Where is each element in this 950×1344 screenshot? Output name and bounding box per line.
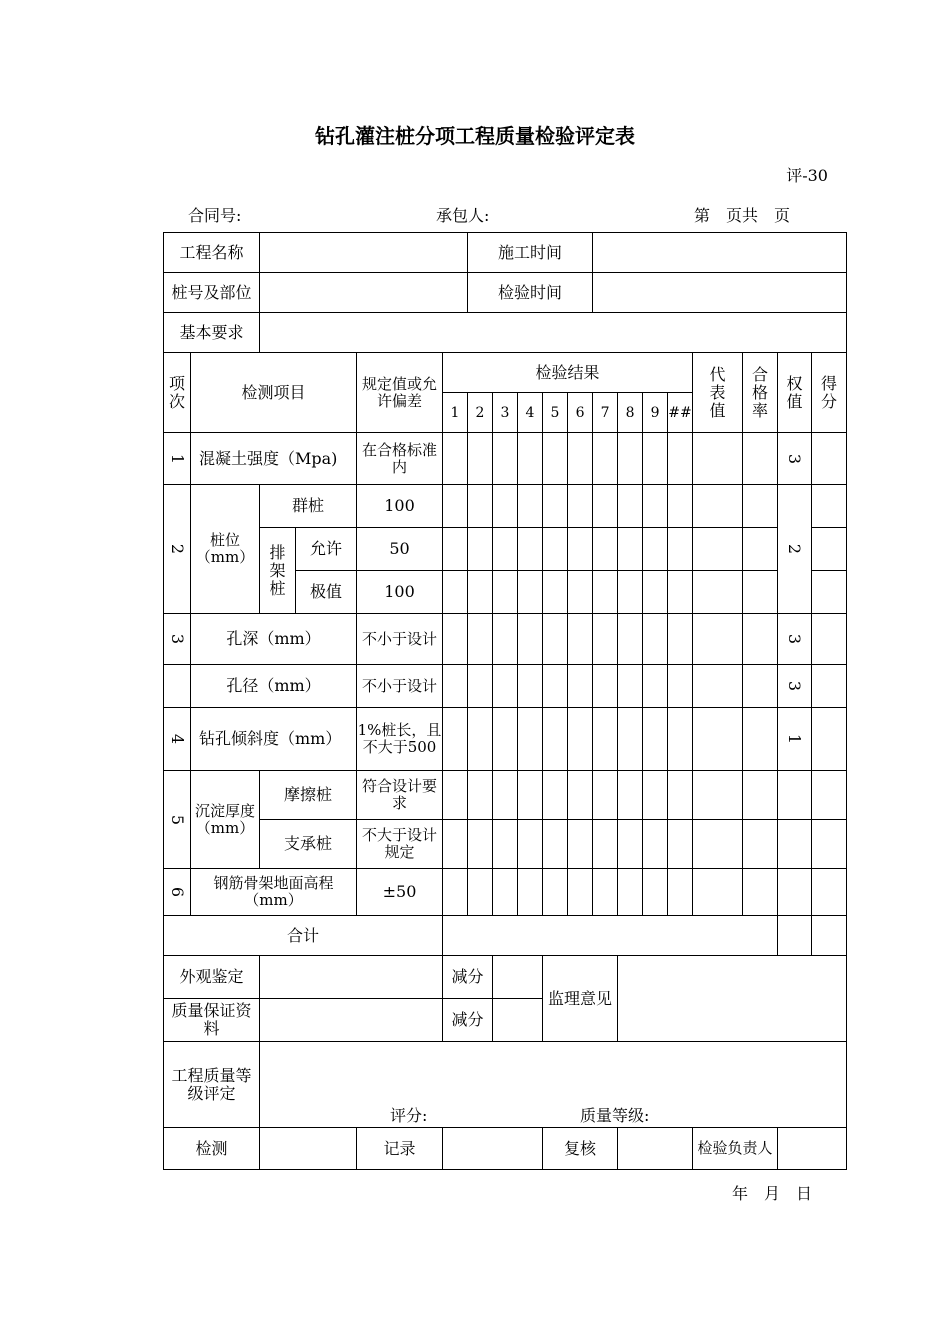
result-col-8: 8 <box>618 393 643 433</box>
docs-deduct-label: 减分 <box>443 999 493 1042</box>
item-name: 钻孔倾斜度（mm） <box>191 708 357 771</box>
contractor-label: 承包人: <box>436 206 490 225</box>
sub-item-friction: 摩擦桩 <box>260 771 357 820</box>
basic-requirements-value[interactable] <box>260 313 847 353</box>
pile-location-label: 桩号及部位 <box>164 273 260 313</box>
result-col-1: 1 <box>443 393 468 433</box>
appearance-value[interactable] <box>260 956 443 999</box>
pile-location-value[interactable] <box>260 273 468 313</box>
result-col-7: 7 <box>593 393 618 433</box>
supervisor-label: 监理意见 <box>543 956 618 1042</box>
result-col-2: 2 <box>468 393 493 433</box>
weight-header: 权值 <box>778 353 812 433</box>
item-name: 桩位（mm） <box>191 485 260 614</box>
row-no: 6 <box>164 869 191 916</box>
item-spec: 不大于设计规定 <box>357 820 443 869</box>
grade-label: 工程质量等级评定 <box>164 1042 260 1128</box>
appearance-deduct-label: 减分 <box>443 956 493 999</box>
sub-item-limit: 极值 <box>296 571 357 614</box>
project-name-value[interactable] <box>260 233 468 273</box>
row-no: 2 <box>164 485 191 614</box>
representative-header: 代表值 <box>693 353 743 433</box>
row-no <box>164 665 191 708</box>
item-spec: 100 <box>357 485 443 528</box>
table-row <box>164 614 847 665</box>
responsible-label: 检验负责人 <box>693 1128 778 1170</box>
docs-deduct-value[interactable] <box>493 999 543 1042</box>
inspector-label: 检测 <box>164 1128 260 1170</box>
total-row <box>164 916 847 956</box>
construction-time-value[interactable] <box>593 233 847 273</box>
reviewer-label: 复核 <box>543 1128 618 1170</box>
item-name: 孔深（mm） <box>191 614 357 665</box>
date-line: 年 月 日 <box>732 1184 813 1203</box>
project-name-label: 工程名称 <box>164 233 260 273</box>
inspector-value[interactable] <box>260 1128 357 1170</box>
item-name: 沉淀厚度（mm） <box>191 771 260 869</box>
appearance-label: 外观鉴定 <box>164 956 260 999</box>
basic-requirements-label: 基本要求 <box>164 313 260 353</box>
sub-item-allow: 允许 <box>296 528 357 571</box>
item-name: 孔径（mm） <box>191 665 357 708</box>
results-header: 检验结果 <box>443 353 693 393</box>
grade-value[interactable] <box>260 1042 847 1128</box>
table-row <box>164 528 847 571</box>
inspection-time-label: 检验时间 <box>468 273 593 313</box>
construction-time-label: 施工时间 <box>468 233 593 273</box>
item-no-header: 项次 <box>164 353 191 433</box>
supervisor-value[interactable] <box>618 956 847 1042</box>
item-name: 混凝土强度（Mpa) <box>191 433 357 485</box>
row-no: 4 <box>164 708 191 771</box>
contract-no-label: 合同号: <box>188 206 242 225</box>
table-row <box>164 771 847 820</box>
pass-rate-header: 合格率 <box>743 353 778 433</box>
reviewer-value[interactable] <box>618 1128 693 1170</box>
item-spec: 1%桩长，且不大于500 <box>357 708 443 771</box>
appearance-deduct-value[interactable] <box>493 956 543 999</box>
quality-level-label: 质量等级: <box>580 1105 650 1125</box>
result-col-5: 5 <box>543 393 568 433</box>
score-label: 评分: <box>390 1105 428 1125</box>
total-weight[interactable] <box>778 916 812 956</box>
item-weight: 3 <box>778 665 812 708</box>
page-title: 钻孔灌注桩分项工程质量检验评定表 <box>315 124 635 148</box>
result-col-10: ## <box>668 393 693 433</box>
sub-item-group: 群桩 <box>260 485 357 528</box>
item-spec: 在合格标准内 <box>357 433 443 485</box>
item-spec: 100 <box>357 571 443 614</box>
form-code: 评-30 <box>786 166 828 185</box>
table-row <box>164 708 847 771</box>
item-spec: ±50 <box>357 869 443 916</box>
quality-docs-value[interactable] <box>260 999 443 1042</box>
item-spec: 不小于设计 <box>357 665 443 708</box>
item-spec: 50 <box>357 528 443 571</box>
inspection-form <box>163 232 847 1170</box>
result-col-9: 9 <box>643 393 668 433</box>
total-label: 合计 <box>164 916 443 956</box>
item-weight: 2 <box>778 485 812 614</box>
spec-header: 规定值或允许偏差 <box>357 353 443 433</box>
page-indicator: 第 页共 页 <box>694 206 791 225</box>
result-col-3: 3 <box>493 393 518 433</box>
result-col-4: 4 <box>518 393 543 433</box>
item-weight: 1 <box>778 708 812 771</box>
total-score[interactable] <box>812 916 847 956</box>
item-spec: 符合设计要求 <box>357 771 443 820</box>
score-header: 得分 <box>812 353 847 433</box>
item-weight: 3 <box>778 433 812 485</box>
recorder-label: 记录 <box>357 1128 443 1170</box>
table-row <box>164 665 847 708</box>
recorder-value[interactable] <box>443 1128 543 1170</box>
item-header: 检测项目 <box>191 353 357 433</box>
sub-item-bent: 排架桩 <box>260 528 296 614</box>
item-spec: 不小于设计 <box>357 614 443 665</box>
item-weight: 3 <box>778 614 812 665</box>
row-no: 3 <box>164 614 191 665</box>
table-row <box>164 433 847 485</box>
table-row <box>164 485 847 528</box>
item-name: 钢筋骨架地面高程（mm） <box>191 869 357 916</box>
responsible-value[interactable] <box>778 1128 847 1170</box>
row-no: 5 <box>164 771 191 869</box>
result-col-6: 6 <box>568 393 593 433</box>
row-no: 1 <box>164 433 191 485</box>
inspection-time-value[interactable] <box>593 273 847 313</box>
table-row <box>164 869 847 916</box>
sub-item-bearing: 支承桩 <box>260 820 357 869</box>
table-row <box>164 820 847 869</box>
quality-docs-label: 质量保证资料 <box>164 999 260 1042</box>
total-value[interactable] <box>443 916 778 956</box>
